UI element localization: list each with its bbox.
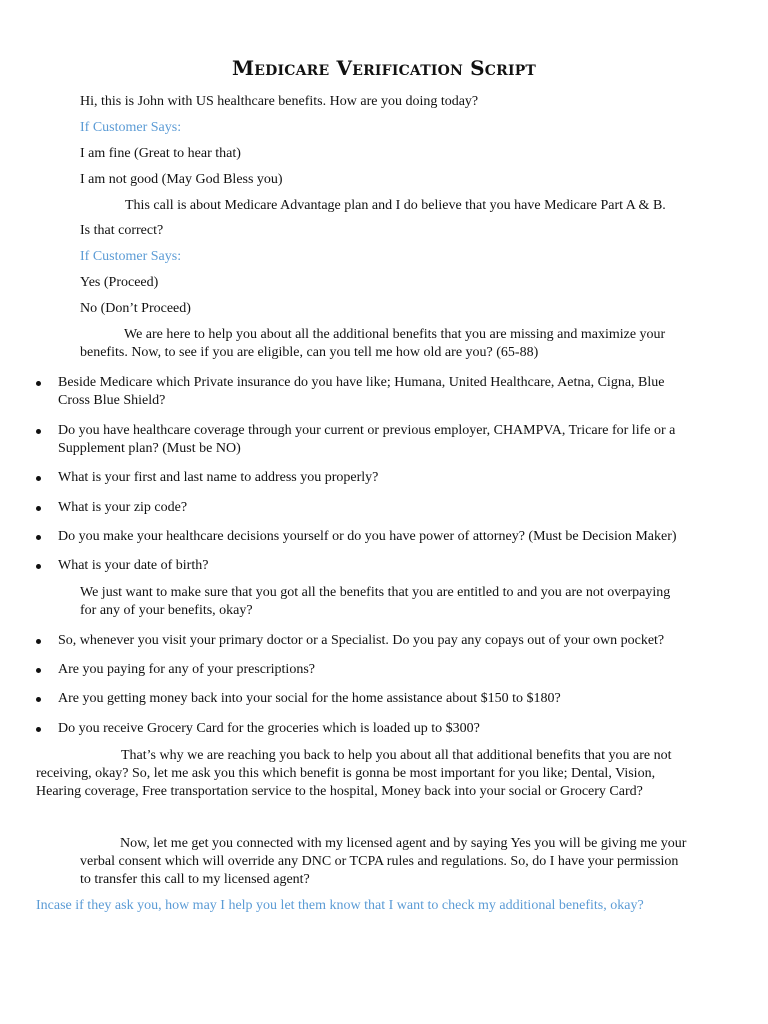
benefits-paragraph-line: We just want to make sure that you got all the benefits that you are entitled to and you are not overpaying <box>80 585 671 600</box>
transfer-paragraph-line: verbal consent which will override any DNC or TCPA rules and regulations. So, do I have your permission <box>80 854 679 869</box>
bullet-icon <box>36 506 41 511</box>
incase-note: Incase if they ask you, how may I help you let them know that I want to check my additional benefits, okay? <box>36 898 644 913</box>
list-item-line: Cross Blue Shield? <box>58 393 166 408</box>
list-item-text: So, whenever you visit your primary doctor or a Specialist. Do you pay any copays out of your own pocket? <box>58 633 665 648</box>
reaching-paragraph-line: receiving, okay? So, let me ask you this which benefit is gonna be most important for you like; Dental, Vision, <box>36 766 656 781</box>
bullet-icon <box>36 381 41 386</box>
if-customer-says-label: If Customer Says: <box>80 120 182 135</box>
if-customer-says-label: If Customer Says: <box>80 249 182 264</box>
response-not-good-text: I am not good (May God Bless you) <box>80 172 283 187</box>
list-item-text: Are you paying for any of your prescriptions? <box>58 662 315 677</box>
benefits-paragraph-line: for any of your benefits, okay? <box>80 603 253 618</box>
help-paragraph-line: benefits. Now, to see if you are eligible, can you tell me how old are you? (65-88) <box>80 345 539 360</box>
help-paragraph-line: We are here to help you about all the additional benefits that you are missing and maximize your <box>124 327 666 342</box>
reaching-paragraph-line: Hearing coverage, Free transportation service to the hospital, Money back into your social or Grocery Card? <box>36 784 643 799</box>
list-item-line: Do you have healthcare coverage through your current or previous employer, CHAMPVA, Tricare for life or a <box>58 423 676 438</box>
list-item-text: Do you make your healthcare decisions yourself or do you have power of attorney? (Must be Decision Maker) <box>58 529 677 544</box>
response-fine-text: I am fine (Great to hear that) <box>80 146 241 161</box>
bullet-icon <box>36 639 41 644</box>
bullet-icon <box>36 564 41 569</box>
transfer-paragraph-line: to transfer this call to my licensed agent? <box>80 872 310 887</box>
bullet-icon <box>36 476 41 481</box>
list-item-text <box>58 422 738 458</box>
bullet-icon <box>36 429 41 434</box>
document-title: Medicare Verification Script <box>231 56 537 80</box>
is-that-correct-text: Is that correct? <box>80 223 164 238</box>
call-about-text: This call is about Medicare Advantage plan and I do believe that you have Medicare Part A & B. <box>125 198 666 213</box>
list-item-text: Are you getting money back into your social for the home assistance about $150 to $180? <box>58 691 561 706</box>
list-item-text: What is your first and last name to address you properly? <box>58 470 379 485</box>
list-item-line: Supplement plan? (Must be NO) <box>58 441 241 456</box>
reaching-paragraph-line: That’s why we are reaching you back to help you about all that additional benefits that you are not <box>121 748 672 763</box>
bullet-icon <box>36 668 41 673</box>
list-item-text: What is your zip code? <box>58 500 188 515</box>
bullet-icon <box>36 727 41 732</box>
no-dont-proceed-text: No (Don’t Proceed) <box>80 301 191 316</box>
yes-proceed-text: Yes (Proceed) <box>80 275 159 290</box>
greeting-text: Hi, this is John with US healthcare benefits. How are you doing today? <box>80 94 479 109</box>
transfer-paragraph-line: Now, let me get you connected with my licensed agent and by saying Yes you will be giving me your <box>120 836 687 851</box>
list-item-text: What is your date of birth? <box>58 558 209 573</box>
bullet-icon <box>36 535 41 540</box>
list-item-line: Beside Medicare which Private insurance do you have like; Humana, United Healthcare, Aetna, Cigna, Blue <box>58 375 665 390</box>
list-item-text: Do you receive Grocery Card for the groceries which is loaded up to $300? <box>58 721 480 736</box>
bullet-icon <box>36 697 41 702</box>
list-item-text <box>58 374 738 410</box>
